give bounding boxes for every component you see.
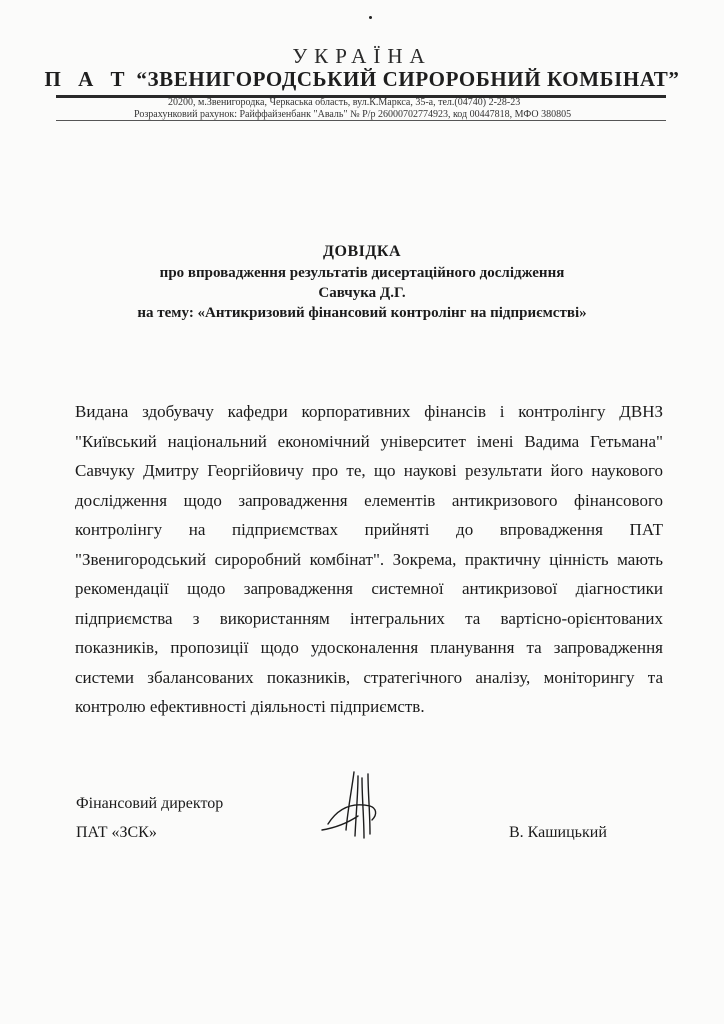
- letterhead-country: УКРАЇНА: [292, 44, 432, 68]
- subject-line-3: на тему: «Антикризовий фінансовий контролінг на підприємстві»: [137, 305, 587, 321]
- subject-line-1: про впровадження результатів дисертаційного дослідження: [159, 265, 565, 281]
- letterhead-bottom-rule: [56, 120, 666, 121]
- subject-line-2: Савчука Д.Г.: [318, 285, 406, 301]
- letterhead-company: [0, 67, 724, 92]
- letterhead-address: 20200, м.Звенигородка, Черкаська область, вул.К.Маркса, 35-а, тел.(04740) 2-28-23: [168, 97, 521, 108]
- signer-position: Фінансовий директор: [76, 795, 224, 812]
- handwritten-signature: [318, 768, 388, 843]
- company-name: “ЗВЕНИГОРОДСЬКИЙ СИРОРОБНИЙ КОМБІНАТ”: [136, 67, 680, 91]
- letterhead-bank-details: Розрахунковий рахунок: Райффайзенбанк "Аваль" № Р/р 26000702774923, код 00447818, МФО 380805: [134, 109, 572, 120]
- signer-organization: ПАТ «ЗСК»: [76, 824, 157, 841]
- body-text: Видана здобувачу кафедри корпоративних фінансів і контролінгу ДВНЗ "Київський національний економічний університет імені Вадима Гетьмана" Савчуку Дмитру Георгійовичу про те, що наукові результати його наукового дослідження щодо запровадження елементів антикризового фінансового контролінгу на підприємствах прийняті до впровадження ПАТ "Звенигородський сироробний комбінат". Зокрема, практичну цінність мають рекомендації щодо запровадження системної антикризової діагностики підприємства з використанням інтегральних та вартісно-орієнтованих показників, пропозиції щодо удосконалення планування та запровадження системи збалансованих показників, стратегічного аналізу, моніторингу та контролю ефективності діяльності підприємств.: [75, 402, 663, 716]
- signer-name: В. Кашицький: [509, 824, 607, 841]
- body-paragraph: [75, 397, 663, 722]
- scan-speck: [369, 16, 372, 19]
- document-title: ДОВІДКА: [322, 243, 401, 260]
- company-prefix: П А Т: [44, 67, 131, 91]
